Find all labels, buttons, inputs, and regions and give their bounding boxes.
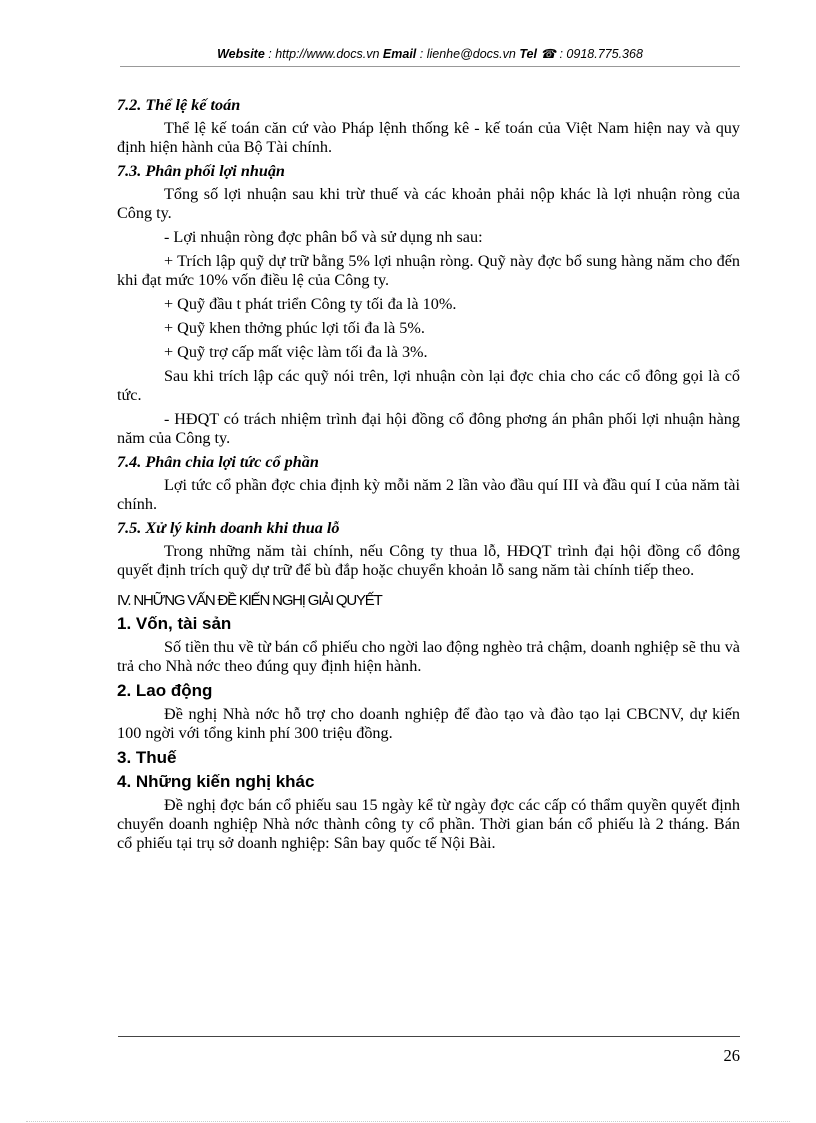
page-bottom-border xyxy=(26,1121,790,1122)
page-header xyxy=(120,46,740,61)
section-7-5-title: 7.5. Xử lý kinh doanh khi thua lỗ xyxy=(117,519,340,537)
section-7-3-paragraph-5: + Quỹ khen thởng phúc lợi tối đa là 5%. xyxy=(164,319,425,337)
page-number: 26 xyxy=(723,1046,740,1065)
footer-divider xyxy=(118,1036,740,1037)
tel-value: : 0918.775.368 xyxy=(559,47,643,61)
phone-icon: ☎ xyxy=(540,47,556,61)
email-link[interactable]: : lienhe@docs.vn xyxy=(419,47,516,61)
section-7-3-paragraph-8: - HĐQT có trách nhiệm trình đại hội đồng cổ đông phơng án phân phối lợi nhuận hàng năm của Công ty. xyxy=(117,410,740,447)
section-7-3-paragraph-1: Tổng số lợi nhuận sau khi trừ thuế và các khoản phải nộp khác là lợi nhuận ròng của Công ty. xyxy=(117,185,740,222)
section-7-3-paragraph-3: + Trích lập quỹ dự trữ bằng 5% lợi nhuận ròng. Quỹ này đợc bổ sung hàng năm cho đến khi đạt mức 10% vốn điều lệ của Công ty. xyxy=(117,252,740,289)
subsection-1-paragraph: Số tiền thu về từ bán cổ phiếu cho ngời lao động nghèo trả chậm, doanh nghiệp sẽ thu và trả cho Nhà nớc theo đúng quy định hiện hành. xyxy=(117,638,740,675)
subsection-2-paragraph: Đề nghị Nhà nớc hỗ trợ cho doanh nghiệp để đào tạo và đào tạo lại CBCNV, dự kiến 100 ngời với tổng kinh phí 300 triệu đồng. xyxy=(117,705,740,742)
section-7-4-title: 7.4. Phân chia lợi tức cổ phần xyxy=(117,453,319,471)
section-7-2-title: 7.2. Thể lệ kế toán xyxy=(117,96,241,114)
subsection-3-title: 3. Thuế xyxy=(117,748,177,767)
subsection-4-paragraph: Đề nghị đợc bán cổ phiếu sau 15 ngày kể từ ngày đợc các cấp có thẩm quyền quyết định chuyển doanh nghiệp Nhà nớc thành công ty cổ phần. Thời gian bán cổ phiếu là 2 tháng. Bán cổ phiếu tại trụ sở doanh nghiệp: Sân bay quốc tế Nội Bài. xyxy=(117,796,740,852)
section-7-3-title: 7.3. Phân phối lợi nhuận xyxy=(117,162,285,180)
email-label: Email xyxy=(382,47,417,61)
section-7-2-paragraph: Thể lệ kế toán căn cứ vào Pháp lệnh thống kê - kế toán của Việt Nam hiện nay và quy định hiện hành của Bộ Tài chính. xyxy=(117,119,740,156)
subsection-2-title: 2. Lao động xyxy=(117,681,213,700)
tel-label: Tel xyxy=(519,47,537,61)
subsection-1-title: 1. Vốn, tài sản xyxy=(117,614,232,633)
section-7-5-paragraph: Trong những năm tài chính, nếu Công ty thua lỗ, HĐQT trình đại hội đồng cổ đông quyết định trích quỹ dự trữ để bù đắp hoặc chuyển khoản lỗ sang năm tài chính tiếp theo. xyxy=(117,542,740,579)
section-7-3-paragraph-2: - Lợi nhuận ròng đợc phân bổ và sử dụng nh sau: xyxy=(164,228,483,246)
section-iv-title: IV. NHỮNG VẤN ĐỀ KIẾN NGHỊ GIẢI QUYẾT xyxy=(117,592,382,609)
header-divider xyxy=(120,66,740,67)
website-link[interactable]: : http://www.docs.vn xyxy=(268,47,380,61)
document-body xyxy=(117,96,740,858)
section-7-3-paragraph-6: + Quỹ trợ cấp mất việc làm tối đa là 3%. xyxy=(164,343,428,361)
subsection-4-title: 4. Những kiến nghị khác xyxy=(117,772,315,791)
section-7-4-paragraph: Lợi tức cổ phần đợc chia định kỳ mỗi năm 2 lần vào đầu quí III và đầu quí I của năm tài chính. xyxy=(117,476,740,513)
website-label: Website xyxy=(217,47,265,61)
section-7-3-paragraph-4: + Quỹ đầu t phát triển Công ty tối đa là 10%. xyxy=(164,295,457,313)
section-7-3-paragraph-7: Sau khi trích lập các quỹ nói trên, lợi nhuận còn lại đợc chia cho các cổ đông gọi là cổ tức. xyxy=(117,367,740,404)
